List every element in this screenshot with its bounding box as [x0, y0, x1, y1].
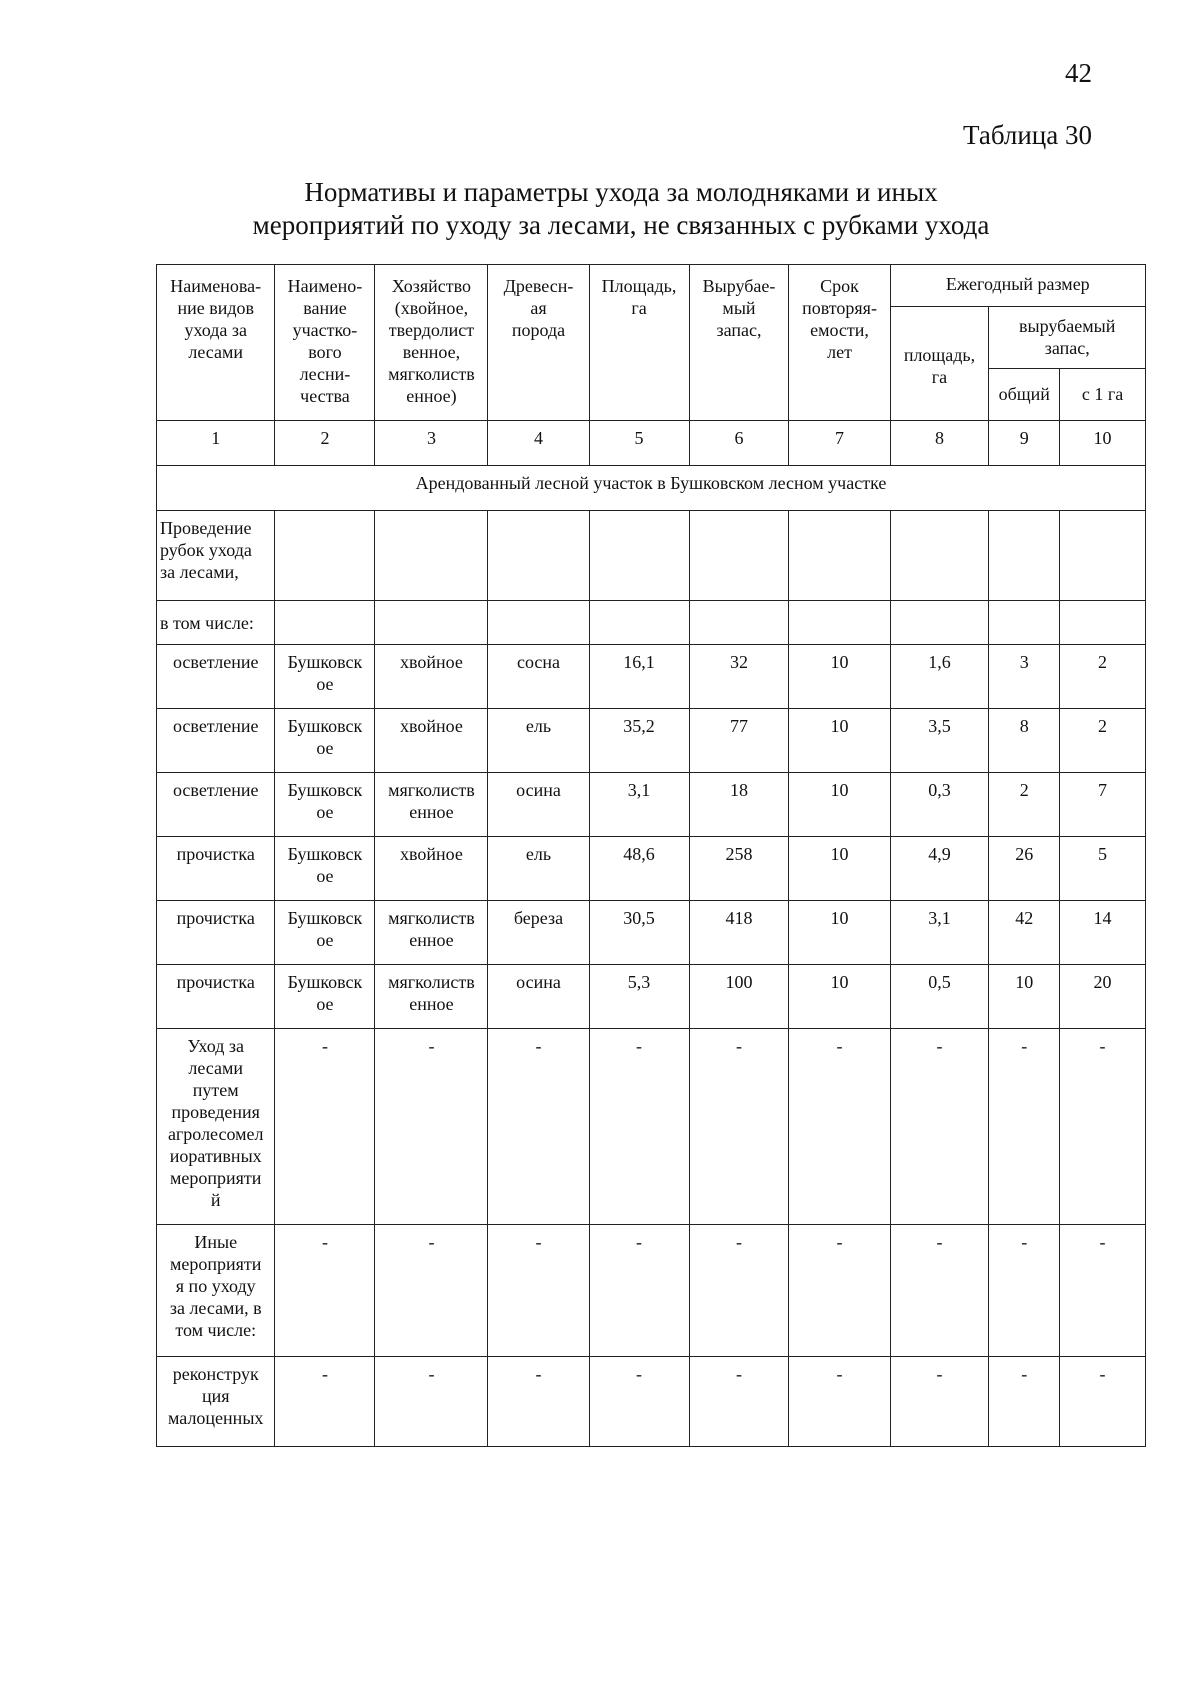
table-cell: - — [589, 1357, 689, 1447]
table-cell: 10 — [789, 965, 890, 1029]
table-cell: 8 — [989, 709, 1060, 773]
table-cell: мягколиств енное — [375, 773, 488, 837]
table-row — [157, 645, 1146, 709]
table-cell: сосна — [488, 645, 589, 709]
table-cell: Бушковск ое — [275, 773, 375, 837]
table-cell: ель — [488, 709, 589, 773]
table-cell: - — [488, 1029, 589, 1225]
row-label: реконструк ция малоценных — [157, 1357, 275, 1447]
header-repeat-period: Срок повторяя- емости, лет — [789, 265, 890, 421]
table-cell: - — [275, 1357, 375, 1447]
table-cell: 418 — [689, 901, 789, 965]
data-rows — [157, 645, 1146, 1029]
row-label: прочистка — [157, 901, 275, 965]
table-cell: - — [789, 1029, 890, 1225]
table-cell: 0,3 — [890, 773, 989, 837]
table-cell: 32 — [689, 645, 789, 709]
table-cell: Бушковск ое — [275, 645, 375, 709]
table-cell: 10 — [789, 773, 890, 837]
table-cell: 18 — [689, 773, 789, 837]
table-cell: - — [375, 1225, 488, 1357]
table-cell: 1,6 — [890, 645, 989, 709]
column-number: 10 — [1060, 421, 1146, 466]
table-cell: 30,5 — [589, 901, 689, 965]
table-cell: - — [488, 1357, 589, 1447]
table-cell: 2 — [989, 773, 1060, 837]
table-cell: - — [890, 1029, 989, 1225]
table-cell: Бушковск ое — [275, 965, 375, 1029]
table-cell: 3,5 — [890, 709, 989, 773]
table-cell: Бушковск ое — [275, 901, 375, 965]
table-cell: - — [689, 1357, 789, 1447]
row-label: прочистка — [157, 837, 275, 901]
table-cell: хвойное — [375, 645, 488, 709]
table-cell: - — [488, 1225, 589, 1357]
table-cell: - — [989, 1225, 1060, 1357]
table-row — [157, 709, 1146, 773]
table-cell: 5,3 — [589, 965, 689, 1029]
section-title: Арендованный лесной участок в Бушковском лесном участке — [157, 466, 1146, 511]
title-line: Нормативы и параметры ухода за молодняками и иных — [304, 177, 938, 207]
table-cell: 3 — [989, 645, 1060, 709]
row-label: Проведение рубок ухода за лесами, — [157, 511, 275, 601]
header-tree-species: Древесн- ая порода — [488, 265, 589, 421]
table-cell: 3,1 — [890, 901, 989, 965]
table-cell: - — [789, 1357, 890, 1447]
table-cell: - — [375, 1029, 488, 1225]
title-line: мероприятий по уходу за лесами, не связанных с рубками ухода — [252, 210, 990, 240]
table-cell: 35,2 — [589, 709, 689, 773]
table-cell: 10 — [989, 965, 1060, 1029]
table-cell: 16,1 — [589, 645, 689, 709]
table-cell: - — [275, 1029, 375, 1225]
table-cell: - — [1060, 1029, 1146, 1225]
table-label: Таблица 30 — [963, 120, 1092, 150]
table-cell: 258 — [689, 837, 789, 901]
norms-table — [156, 264, 1146, 1447]
table-cell: 4,9 — [890, 837, 989, 901]
table-row — [157, 1029, 1146, 1225]
table-row — [157, 837, 1146, 901]
table-cell: - — [1060, 1225, 1146, 1357]
column-number: 6 — [689, 421, 789, 466]
table-cell: - — [375, 1357, 488, 1447]
table-cell: Бушковск ое — [275, 709, 375, 773]
table-cell: 5 — [1060, 837, 1146, 901]
table-cell: береза — [488, 901, 589, 965]
column-number: 5 — [589, 421, 689, 466]
table-cell: 0,5 — [890, 965, 989, 1029]
column-number: 8 — [890, 421, 989, 466]
table-cell: - — [1060, 1357, 1146, 1447]
table-cell: осина — [488, 965, 589, 1029]
table-cell: - — [989, 1029, 1060, 1225]
dash-rows — [157, 1029, 1146, 1447]
column-numbers-row — [157, 421, 1146, 466]
column-number: 9 — [989, 421, 1060, 466]
table-cell: 77 — [689, 709, 789, 773]
row-label: прочистка — [157, 965, 275, 1029]
document-title — [156, 176, 1086, 242]
header-felled-stock: Вырубае- мый запас, — [689, 265, 789, 421]
column-number: 4 — [488, 421, 589, 466]
page-number: 42 — [1065, 58, 1092, 88]
column-number: 3 — [375, 421, 488, 466]
table-body — [157, 421, 1146, 645]
table-cell: 14 — [1060, 901, 1146, 965]
table-cell: 26 — [989, 837, 1060, 901]
header-per-ha: с 1 га — [1060, 369, 1146, 421]
table-cell: 10 — [789, 901, 890, 965]
table-row — [157, 773, 1146, 837]
header-area: Площадь, га — [589, 265, 689, 421]
table-cell: 48,6 — [589, 837, 689, 901]
table-cell: 20 — [1060, 965, 1146, 1029]
column-number: 7 — [789, 421, 890, 466]
row-label: Иные мероприяти я по уходу за лесами, в том числе: — [157, 1225, 275, 1357]
table-cell: Бушковск ое — [275, 837, 375, 901]
row-label: осветление — [157, 709, 275, 773]
table-cell: - — [890, 1357, 989, 1447]
table-row — [157, 965, 1146, 1029]
header-annual-felled-stock: вырубаемый запас, — [989, 307, 1146, 369]
table-cell: мягколиств енное — [375, 901, 488, 965]
table-cell: хвойное — [375, 837, 488, 901]
table-cell: - — [890, 1225, 989, 1357]
table-cell: - — [589, 1225, 689, 1357]
table-row — [157, 1357, 1146, 1447]
table-cell: 3,1 — [589, 773, 689, 837]
table-row — [157, 1225, 1146, 1357]
table-cell: 2 — [1060, 709, 1146, 773]
table-cell: осина — [488, 773, 589, 837]
table-cell: 42 — [989, 901, 1060, 965]
column-number: 2 — [275, 421, 375, 466]
table-cell: 10 — [789, 645, 890, 709]
table-cell: 2 — [1060, 645, 1146, 709]
section-row — [157, 466, 1146, 511]
table-cell: - — [689, 1029, 789, 1225]
including-row — [157, 601, 1146, 645]
cutting-row — [157, 511, 1146, 601]
table-cell: 7 — [1060, 773, 1146, 837]
row-label: осветление — [157, 773, 275, 837]
table-cell: - — [275, 1225, 375, 1357]
table-cell: ель — [488, 837, 589, 901]
row-label: осветление — [157, 645, 275, 709]
header-total: общий — [989, 369, 1060, 421]
table-cell: хвойное — [375, 709, 488, 773]
column-number: 1 — [157, 421, 275, 466]
table-cell: 10 — [789, 837, 890, 901]
table-cell: мягколиств енное — [375, 965, 488, 1029]
header-care-type: Наименова- ние видов ухода за лесами — [157, 265, 275, 421]
table-cell: - — [789, 1225, 890, 1357]
header-forestry-name: Наимено- вание участко- вого лесни- чества — [275, 265, 375, 421]
row-label: Уход за лесами путем проведения агролесомел иоративных мероприяти й — [157, 1029, 275, 1225]
table-cell: 100 — [689, 965, 789, 1029]
table-row — [157, 901, 1146, 965]
header-economy: Хозяйство (хвойное, твердолист венное, мягколиств енное) — [375, 265, 488, 421]
header-annual-size: Ежегодный размер — [890, 265, 1145, 307]
table-cell: - — [689, 1225, 789, 1357]
table-cell: - — [589, 1029, 689, 1225]
row-label: в том числе: — [157, 601, 275, 645]
table-cell: - — [989, 1357, 1060, 1447]
header-annual-area: площадь, га — [890, 307, 989, 421]
table-cell: 10 — [789, 709, 890, 773]
